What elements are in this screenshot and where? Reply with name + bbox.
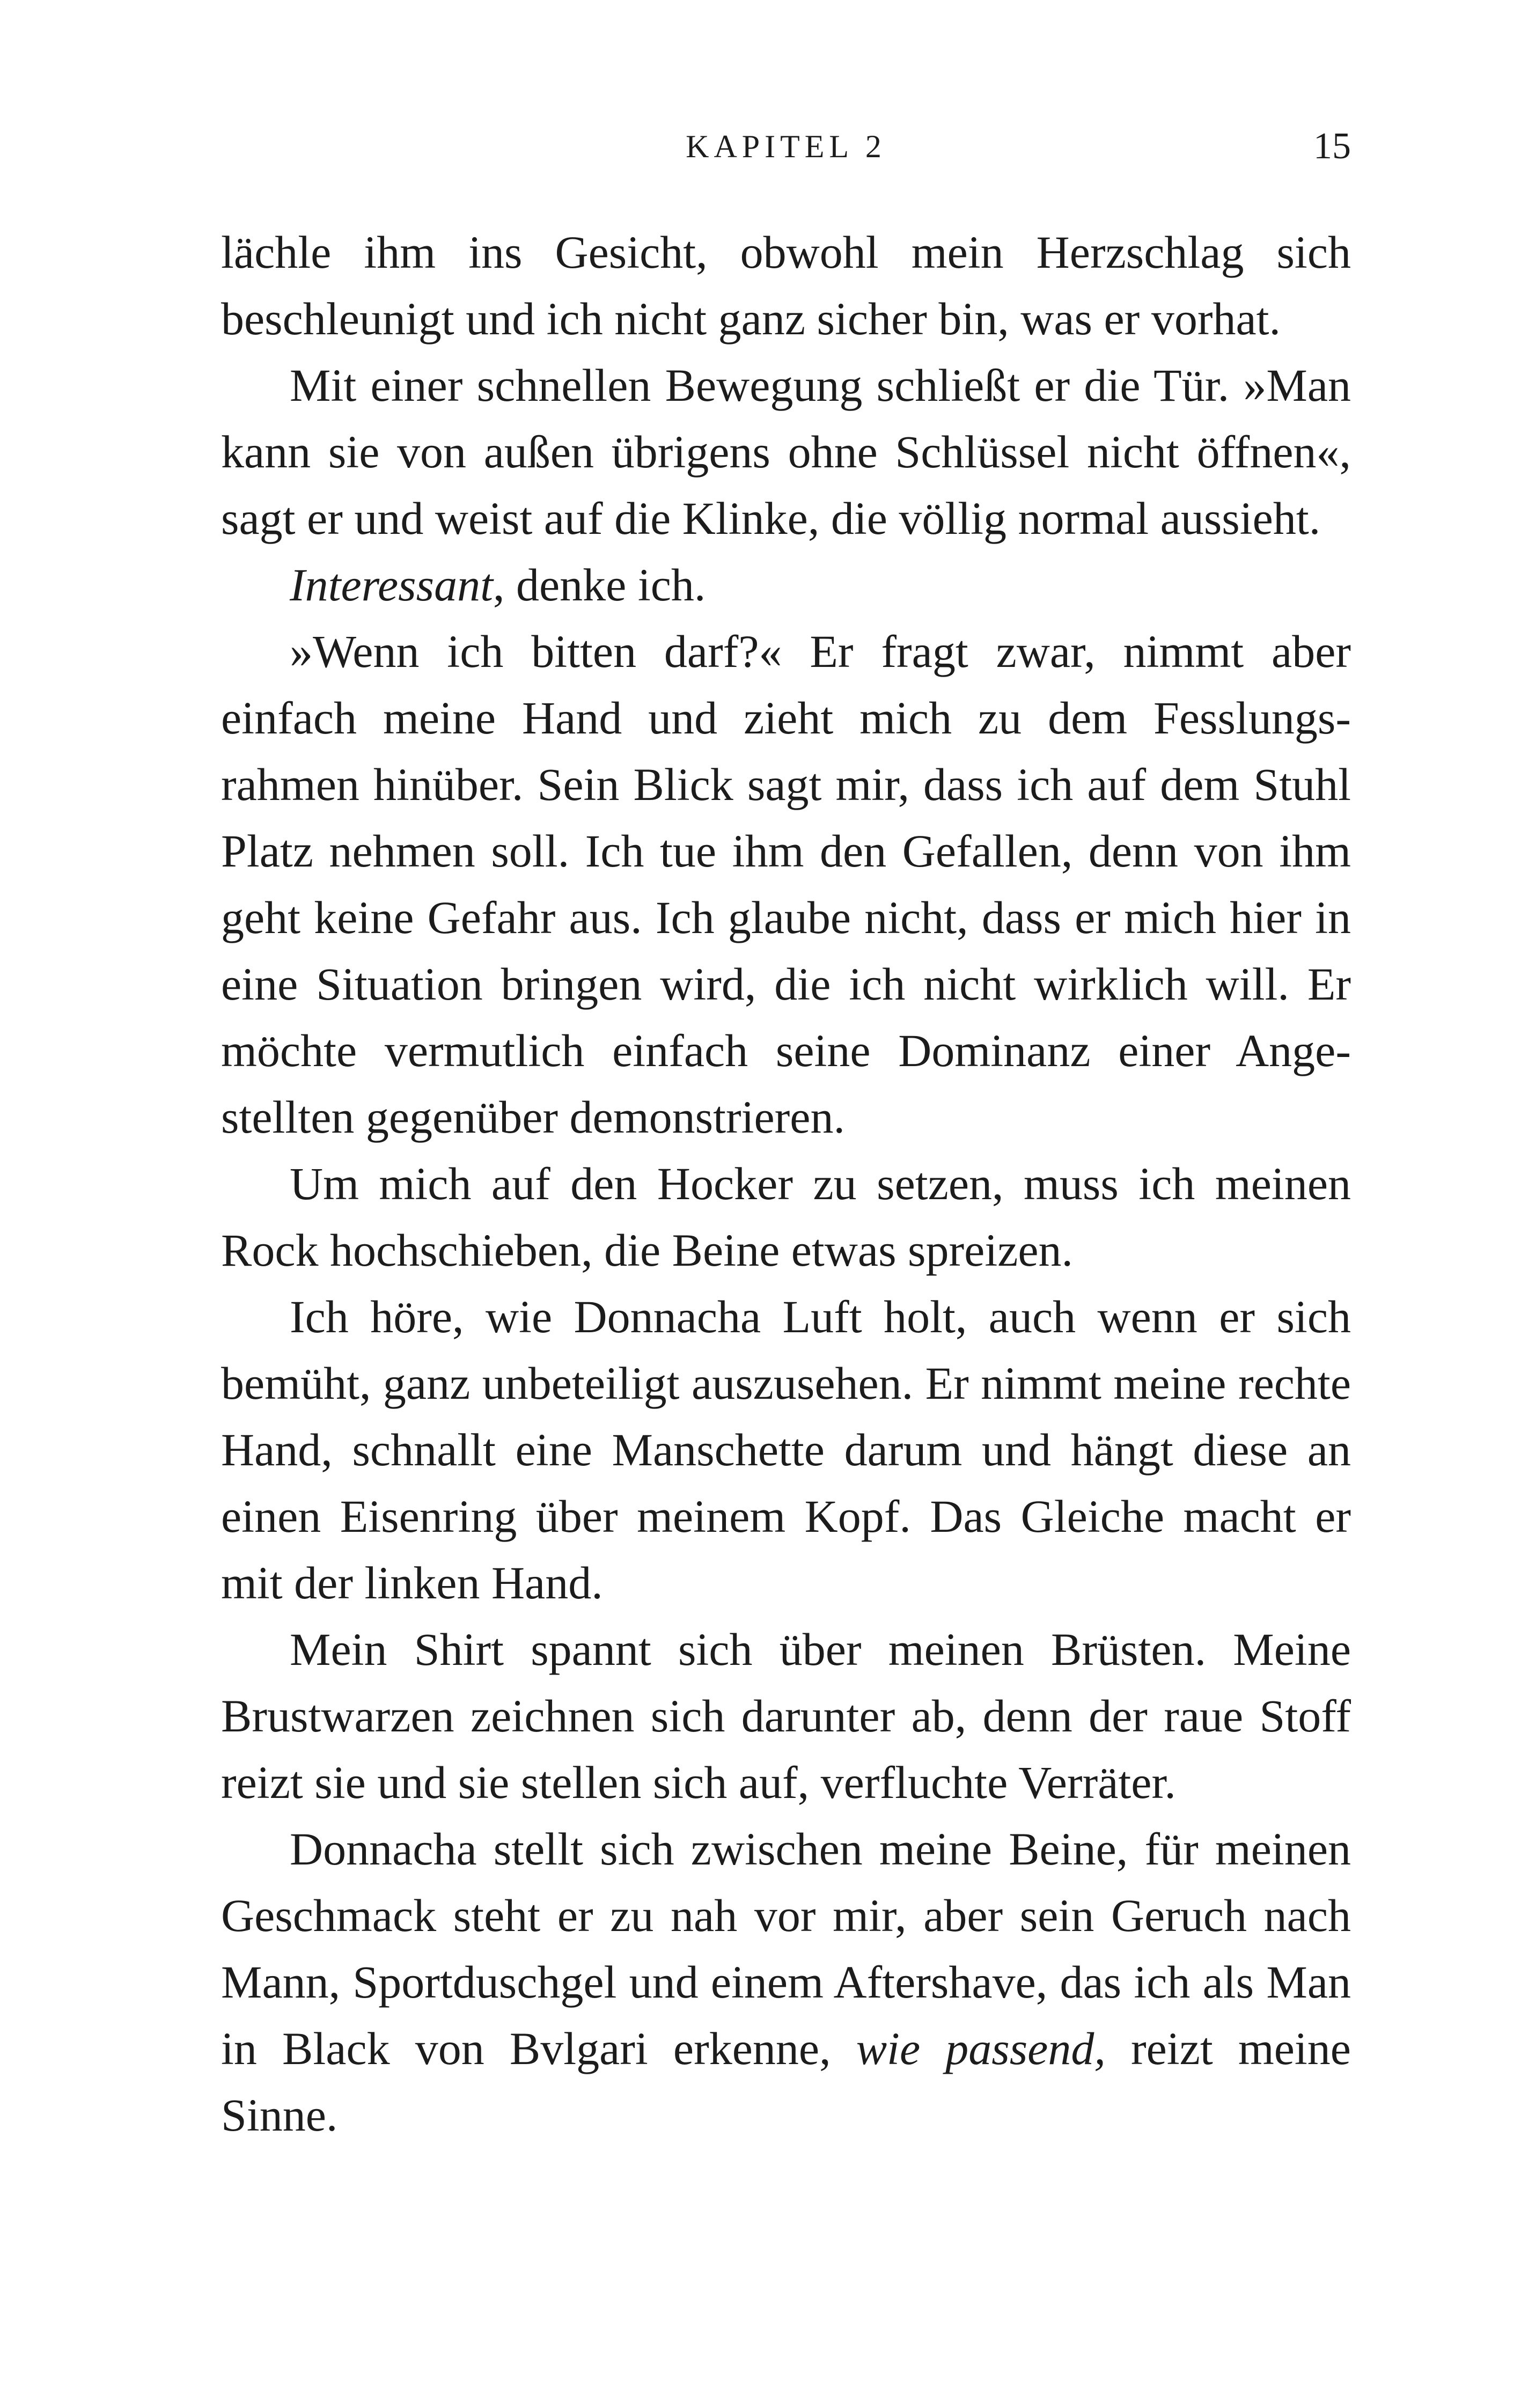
chapter-title: KAPITEL 2 [686,129,886,164]
paragraph-6-text: Ich höre, wie Donnacha Luft holt, auch wenn er sich bemüht, ganz unbeteiligt auszusehen. Er nimmt meine rechte Hand, schnallt eine Manschette darum und hängt diese an einen Eisenring über meinem Kopf. Das Gleiche macht er mit der linken Hand. [221,1291,1351,1609]
paragraph-1 [221,219,1351,352]
paragraph-5-text: Um mich auf den Hocker zu setzen, muss ich meinen Rock hochschieben, die Beine etwas spreizen. [221,1158,1351,1276]
page-number: 15 [1313,126,1351,167]
paragraph-2-text: Mit einer schnellen Bewegung schließt er die Tür. »Man kann sie von außen übrigens ohne Schlüssel nicht öffnen«, sagt er und weist auf die Klinke, die völlig normal aussieht. [221,359,1351,544]
body-text [221,219,1351,2148]
paragraph-3-italic: Interessant [290,559,493,611]
paragraph-3 [221,552,1351,618]
paragraph-7-text: Mein Shirt spannt sich über meinen Brüsten. Meine Brustwarzen zeichnen sich darunter ab, denn der raue Stoff reizt sie und sie stellen sich auf, verfluchte Verräter. [221,1624,1351,1808]
paragraph-8-text-after: reizt meine Sinne. [221,2023,1351,2141]
paragraph-5 [221,1150,1351,1283]
paragraph-8 [221,1816,1351,2148]
paragraph-4 [221,618,1351,1150]
paragraph-6 [221,1283,1351,1616]
paragraph-1-text: lächle ihm ins Gesicht, obwohl mein Herzschlag sich beschleunigt und ich nicht ganz sicher bin, was er vorhat. [221,226,1351,344]
paragraph-7 [221,1616,1351,1816]
paragraph-3-text: , denke ich. [493,559,706,611]
paragraph-8-text-before: Donnacha stellt sich zwischen meine Beine, für meinen Geschmack steht er zu nah vor mir, aber sein Geruch nach Mann, Sportduschgel und einem Aftershave, das ich als Man in Black von Bvlgari erkenne, [221,1823,1351,2074]
paragraph-4-text: »Wenn ich bitten darf?« Er fragt zwar, nimmt aber einfach meine Hand und zieht mich zu dem Fesslungsrahmen hinüber. Sein Blick sagt mir, dass ich auf dem Stuhl Platz nehmen soll. Ich tue ihm den Gefallen, denn von ihm geht keine Gefahr aus. Ich glaube nicht, dass er mich hier in eine Situation bringen wird, die ich nicht wirklich will. Er möchte vermutlich einfach seine Dominanz einer Angestellten gegenüber demonstrieren. [221,626,1351,1143]
paragraph-2 [221,352,1351,552]
paragraph-8-italic: wie passend, [856,2023,1106,2074]
running-header [221,122,1351,171]
